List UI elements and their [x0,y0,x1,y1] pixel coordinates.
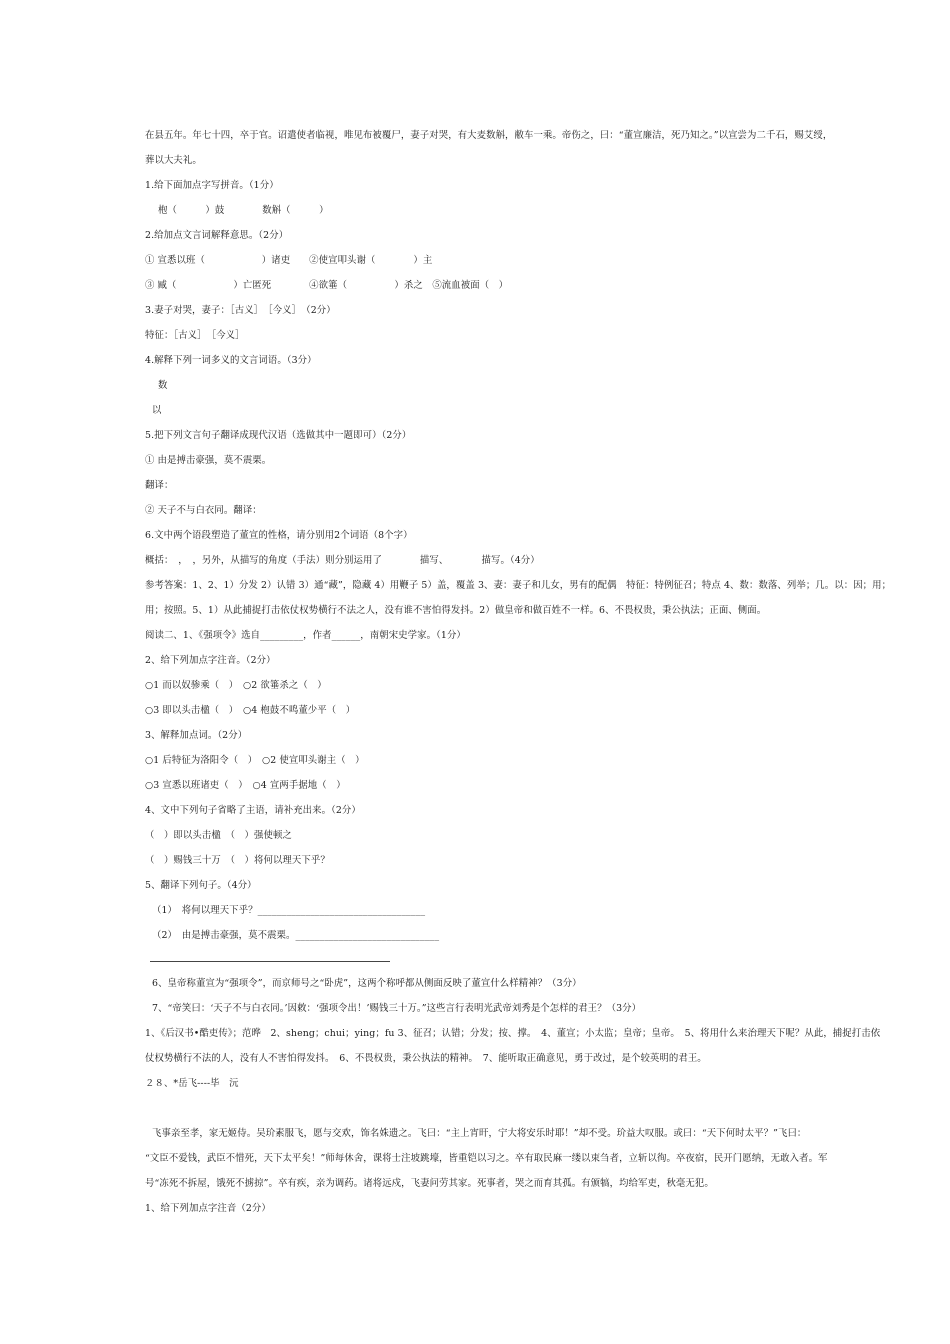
section-heading: ２８、*岳飞----毕 沅 [145,1078,239,1089]
answer-blank-line: 概括： ， ，另外，从描写的角度（手法）则分别运用了 描写、 描写。（4分） [145,555,540,566]
question-line: 1、给下列加点字注音（2分） [145,1203,271,1214]
question-line: 阅读二、1、《强项令》选自_________，作者______，南朝宋史学家。（1分） [145,630,466,641]
answer-blank-line: ① 由是搏击豪强，莫不震栗。 [145,455,272,466]
answer-blank-line: 数 [158,380,168,391]
question-line: 5.把下列文言句子翻译成现代汉语（选做其中一题即可）（2分） [145,430,412,441]
question-line: 3.妻子对哭，妻子：［古义］ ［今义］ （2分） [145,305,336,316]
answer-blank-line: （2） 由是搏击豪强，莫不震栗。______________________________ [152,930,440,941]
question-line: 2、给下列加点字注音。（2分） [145,655,276,666]
answer-blank-line: （ ）即以头击楹 （ ）强使顿之 [145,830,292,841]
paragraph-line: “文臣不爱钱，武臣不惜死，天下太平矣！”师每休舍，课将士注坡跳壕，皆重铠以习之。卒有取民麻一缕以束刍者，立斩以徇。卒夜宿，民开门愿纳，无敢入者。军 [145,1153,828,1164]
answer-blank-line: ③ 臧（ ）亡匿死 ④欲箠（ ）杀之 ⑤流血被面（ ） [145,280,509,291]
question-line: 7、“帝笑曰：‘天子不与白衣同。’因敕：‘强项令出！’赐钱三十万。”这些言行表明光武帝刘秀是个怎样的君王？（3分） [152,1003,642,1014]
question-line: 1.给下面加点字写拼音。（1分） [145,180,279,191]
answer-blank-line: ② 天子不与白衣同。翻译： [145,505,262,516]
paragraph-line: 葬以大夫礼。 [145,155,202,166]
question-line: 3、解释加点词。（2分） [145,730,248,741]
question-line: 6.文中两个语段塑造了董宣的性格，请分别用2个词语（8个字） [145,530,413,541]
answer-blank-line: ○3 宣悉以班诸吏（ ） ○4 宣两手据地（ ） [145,780,346,791]
question-line: 6、皇帝称董宣为“强项令”，而京师号之“卧虎”，这两个称呼都从侧面反映了董宣什么样精神？（3分） [152,978,582,989]
answer-key-line: 参考答案：1、2、1）分发 2）认错 3）通“藏”，隐藏 4）用鞭子 5）盖，覆盖 3、妻：妻子和儿女，男有的配偶 特征：特例征召；特点 4、数：数落、列举；几。以：因；用； [145,580,892,591]
answer-key-line: 用；按照。5、1）从此捕捉打击依仗权势横行不法之人，没有谁不害怕得发抖。2）做皇帝和做百姓不一样。6、不畏权贵，秉公执法；正面、侧面。 [145,605,767,616]
answer-key-line: 1、《后汉书•酷吏传》；范晔 2、sheng；chui；ying；fu 3、征召；认错；分发；按、撑。 4、董宣；小太监；皇帝；皇帝。 5、将用什么来治理天下呢？从此，捕捉打击依 [145,1028,881,1039]
answer-rule [150,961,390,962]
answer-blank-line: （1） 将何以理天下乎？___________________________________ [152,905,426,916]
answer-blank-line: ① 宣悉以班（ ）诸吏 ②使宣叩头谢（ ）主 [145,255,433,266]
question-line: 2.给加点文言词解释意思。（2分） [145,230,289,241]
question-line: 4.解释下列一词多义的文言词语。（3分） [145,355,317,366]
paragraph-line: 飞事亲至孝，家无姬侍。吴玠素服飞，愿与交欢，饰名姝遗之。飞曰：“主上宵旰，宁大将安乐时耶！”却不受。玠益大叹服。或曰：“天下何时太平？”飞曰： [152,1128,807,1139]
answer-blank-line: 以 [152,405,162,416]
paragraph-line: 在县五年。年七十四，卒于官。诏遣使者临视，唯见布被覆尸，妻子对哭，有大麦数斛，敝车一乘。帝伤之，曰：“董宣廉洁，死乃知之。”以宣尝为二千石，赐艾绶， [145,130,833,141]
question-line: 4、文中下列句子省略了主语，请补充出来。（2分） [145,805,361,816]
answer-blank-line: （ ）赐钱三十万 （ ）将何以理天下乎？ [145,855,330,866]
answer-blank-line: ○1 而以奴骖乘（ ） ○2 欲箠杀之（ ） [145,680,327,691]
answer-blank-line: 枹（ ）鼓 数斛（ ） [158,205,329,216]
paragraph-line: 号“冻死不拆屋，饿死不掳掠”。卒有疾，亲为调药。诸将远戍，飞妻问劳其家。死事者，哭之而育其孤。有颁犒，均给军吏，秋毫无犯。 [145,1178,714,1189]
answer-blank-line: 翻译： [145,480,174,491]
answer-blank-line: 特征：［古义］ ［今义］ [145,330,245,341]
question-line: 5、翻译下列句子。（4分） [145,880,257,891]
answer-blank-line: ○1 后特征为洛阳令（ ） ○2 使宣叩头谢主（ ） [145,755,365,766]
answer-key-line: 仗权势横行不法的人，没有人不害怕得发抖。 6、不畏权贵，秉公执法的精神。 7、能听取正确意见，勇于改过，是个较英明的君王。 [145,1053,707,1064]
answer-blank-line: ○3 即以头击楹（ ） ○4 枹鼓不鸣董少平（ ） [145,705,356,716]
